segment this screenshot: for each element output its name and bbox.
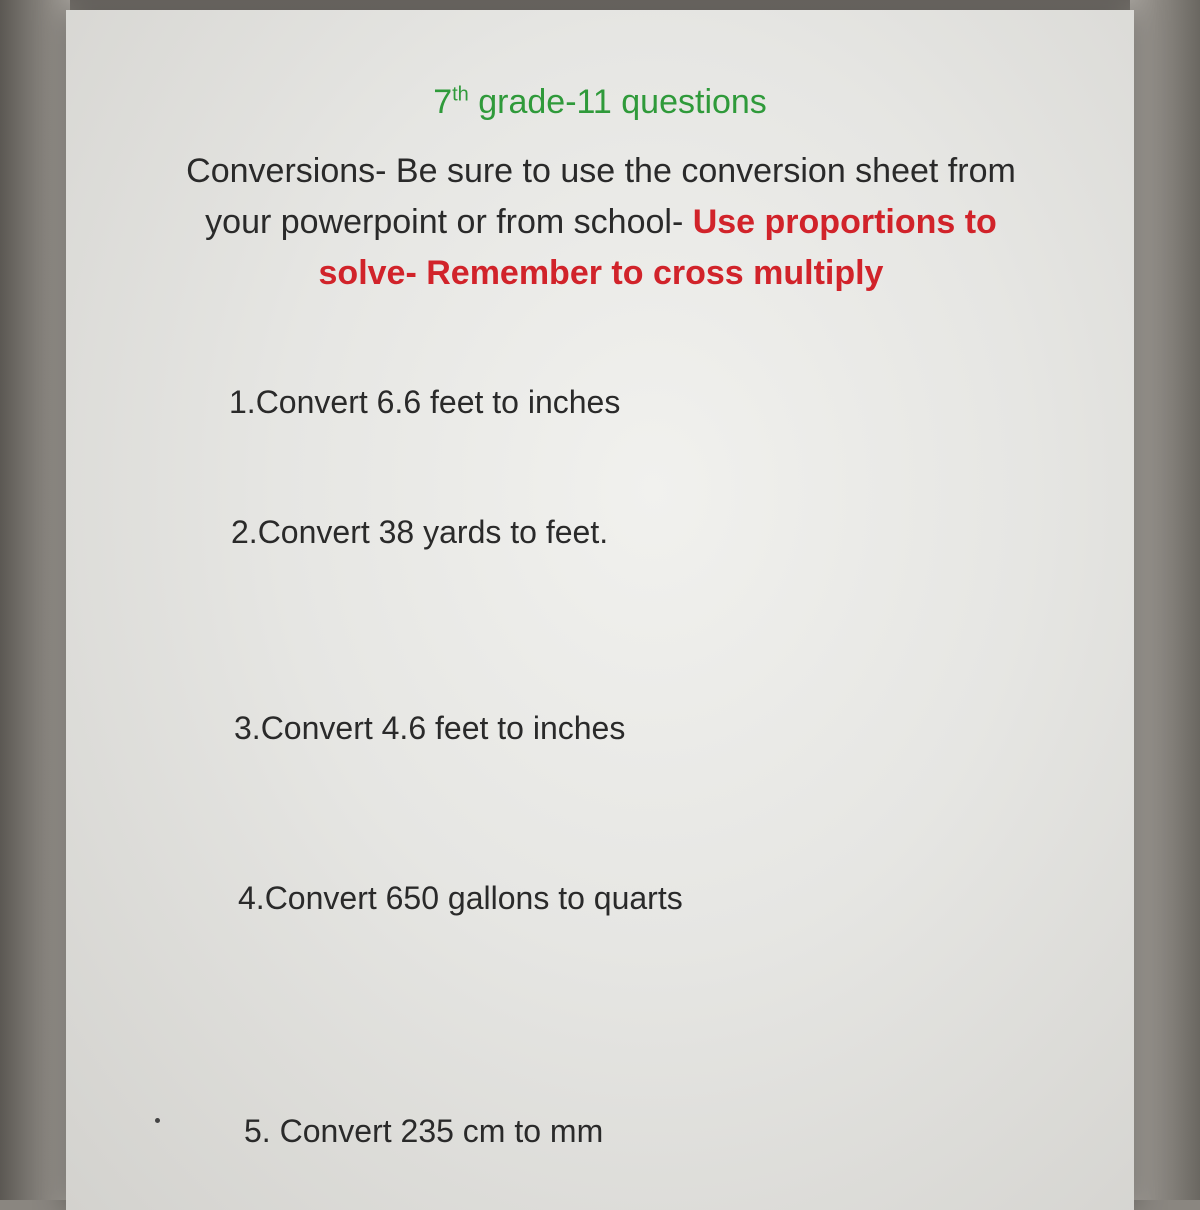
question-4: 4.Convert 650 gallons to quarts [238,880,683,916]
monitor-bezel-left [0,0,70,1200]
instructions-text: Conversions- Be sure to use the conversion sheet from your powerpoint or from school- [186,152,1016,241]
worksheet-instructions [186,146,1016,299]
worksheet-content [66,10,1134,1200]
monitor-bezel-right [1130,0,1200,1200]
document-page [66,10,1134,1210]
title-rest: grade-11 questions [468,83,767,121]
instructions-emphasis: Use proportions to solve- Remember to cross multiply [318,203,997,292]
question-3: 3.Convert 4.6 feet to inches [234,710,626,746]
question-1: 1.Convert 6.6 feet to inches [229,384,621,420]
title-grade-suffix: th [452,83,469,106]
question-2: 2.Convert 38 yards to feet. [231,514,609,550]
question-5: 5. Convert 235 cm to mm [244,1113,604,1149]
title-grade-number: 7 [433,83,453,121]
screen-speck [155,1118,160,1123]
worksheet-title [66,80,1134,124]
